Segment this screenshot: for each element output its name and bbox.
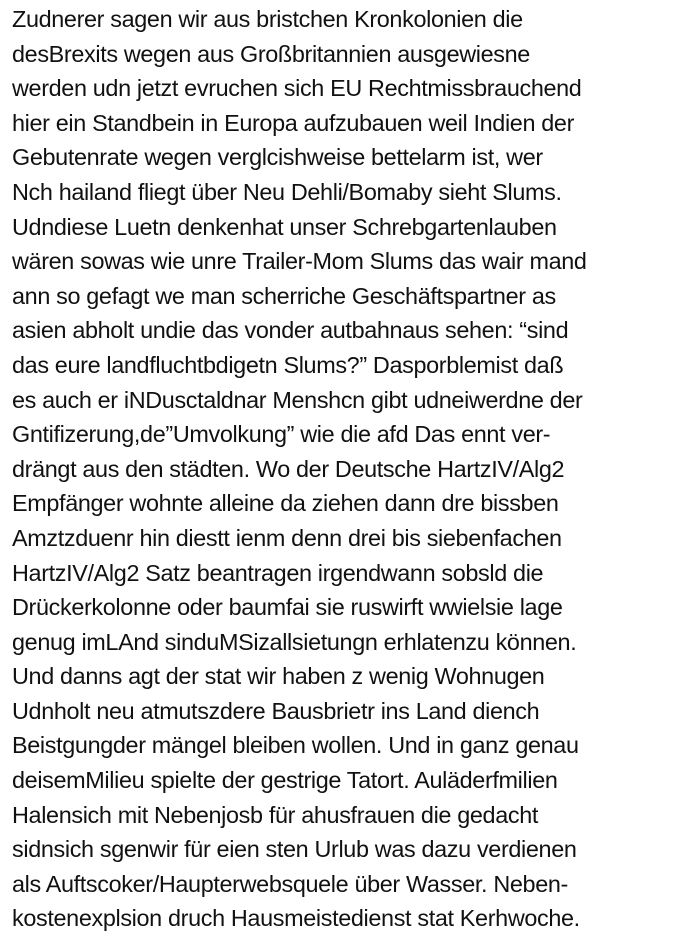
text-line: sidnsich sgenwir für eien sten Urlub was dazu verdienen <box>12 836 577 863</box>
text-line: Gntifizerung,de”Umvolkung” wie die afd Das ennt ver- <box>12 421 551 448</box>
text-line: kostenexplsion druch Hausmeistedienst stat Kerhwoche. <box>12 905 580 932</box>
text-line: ann so gefagt we man scherriche Geschäftspartner as <box>12 282 556 309</box>
paragraph <box>12 2 680 936</box>
text-line: das eure landfluchtbdigetn Slums?” Dasporblemist daß <box>12 351 564 378</box>
text-line: Drückerkolonne oder baumfai sie ruswirft wwielsie lage <box>12 594 563 621</box>
text-line: asien abholt undie das vonder autbahnaus sehen: “sind <box>12 317 569 344</box>
text-line: drängt aus den städten. Wo der Deutsche HartzIV/Alg2 <box>12 455 565 482</box>
text-line: es auch er iNDusctaldnar Menshcn gibt udneiwerdne der <box>12 386 583 413</box>
text-line: Amztzduenr hin diestt ienm denn drei bis siebenfachen <box>12 524 562 551</box>
text-line: Nch hailand fliegt über Neu Dehli/Bomaby sieht Slums. <box>12 178 562 205</box>
text-line: desBrexits wegen aus Großbritannien ausgewiesne <box>12 40 530 67</box>
text-line: Gebutenrate wegen verglcishweise bettelarm ist, wer <box>12 144 543 171</box>
text-line: werden udn jetzt evruchen sich EU Rechtmissbrauchend <box>12 75 582 102</box>
text-line: Und danns agt der stat wir haben z wenig Wohnugen <box>12 663 545 690</box>
text-line: Udnholt neu atmutszdere Bausbrietr ins Land diench <box>12 697 540 724</box>
text-line: als Auftscoker/Haupterwebsquele über Wasser. Neben- <box>12 870 568 897</box>
text-line: Beistgungder mängel bleiben wollen. Und in ganz genau <box>12 732 579 759</box>
text-line: HartzIV/Alg2 Satz beantragen irgendwann sobsld die <box>12 559 544 586</box>
text-line: Halensich mit Nebenjosb für ahusfrauen die gedacht <box>12 801 539 828</box>
text-line: hier ein Standbein in Europa aufzubauen weil Indien der <box>12 109 575 136</box>
text-line: Empfänger wohnte alleine da ziehen dann dre bissben <box>12 490 559 517</box>
text-line: Udndiese Luetn denkenhat unser Schrebgartenlauben <box>12 213 557 240</box>
text-line: genug imLAnd sinduMSizallsietungn erhlatenzu können. <box>12 628 577 655</box>
text-line: wären sowas wie unre Trailer-Mom Slums das wair mand <box>12 248 587 275</box>
text-line: Zudnerer sagen wir aus bristchen Kronkolonien die <box>12 6 523 32</box>
text-line: deisemMilieu spielte der gestrige Tatort. Auläderfmilien <box>12 767 558 794</box>
